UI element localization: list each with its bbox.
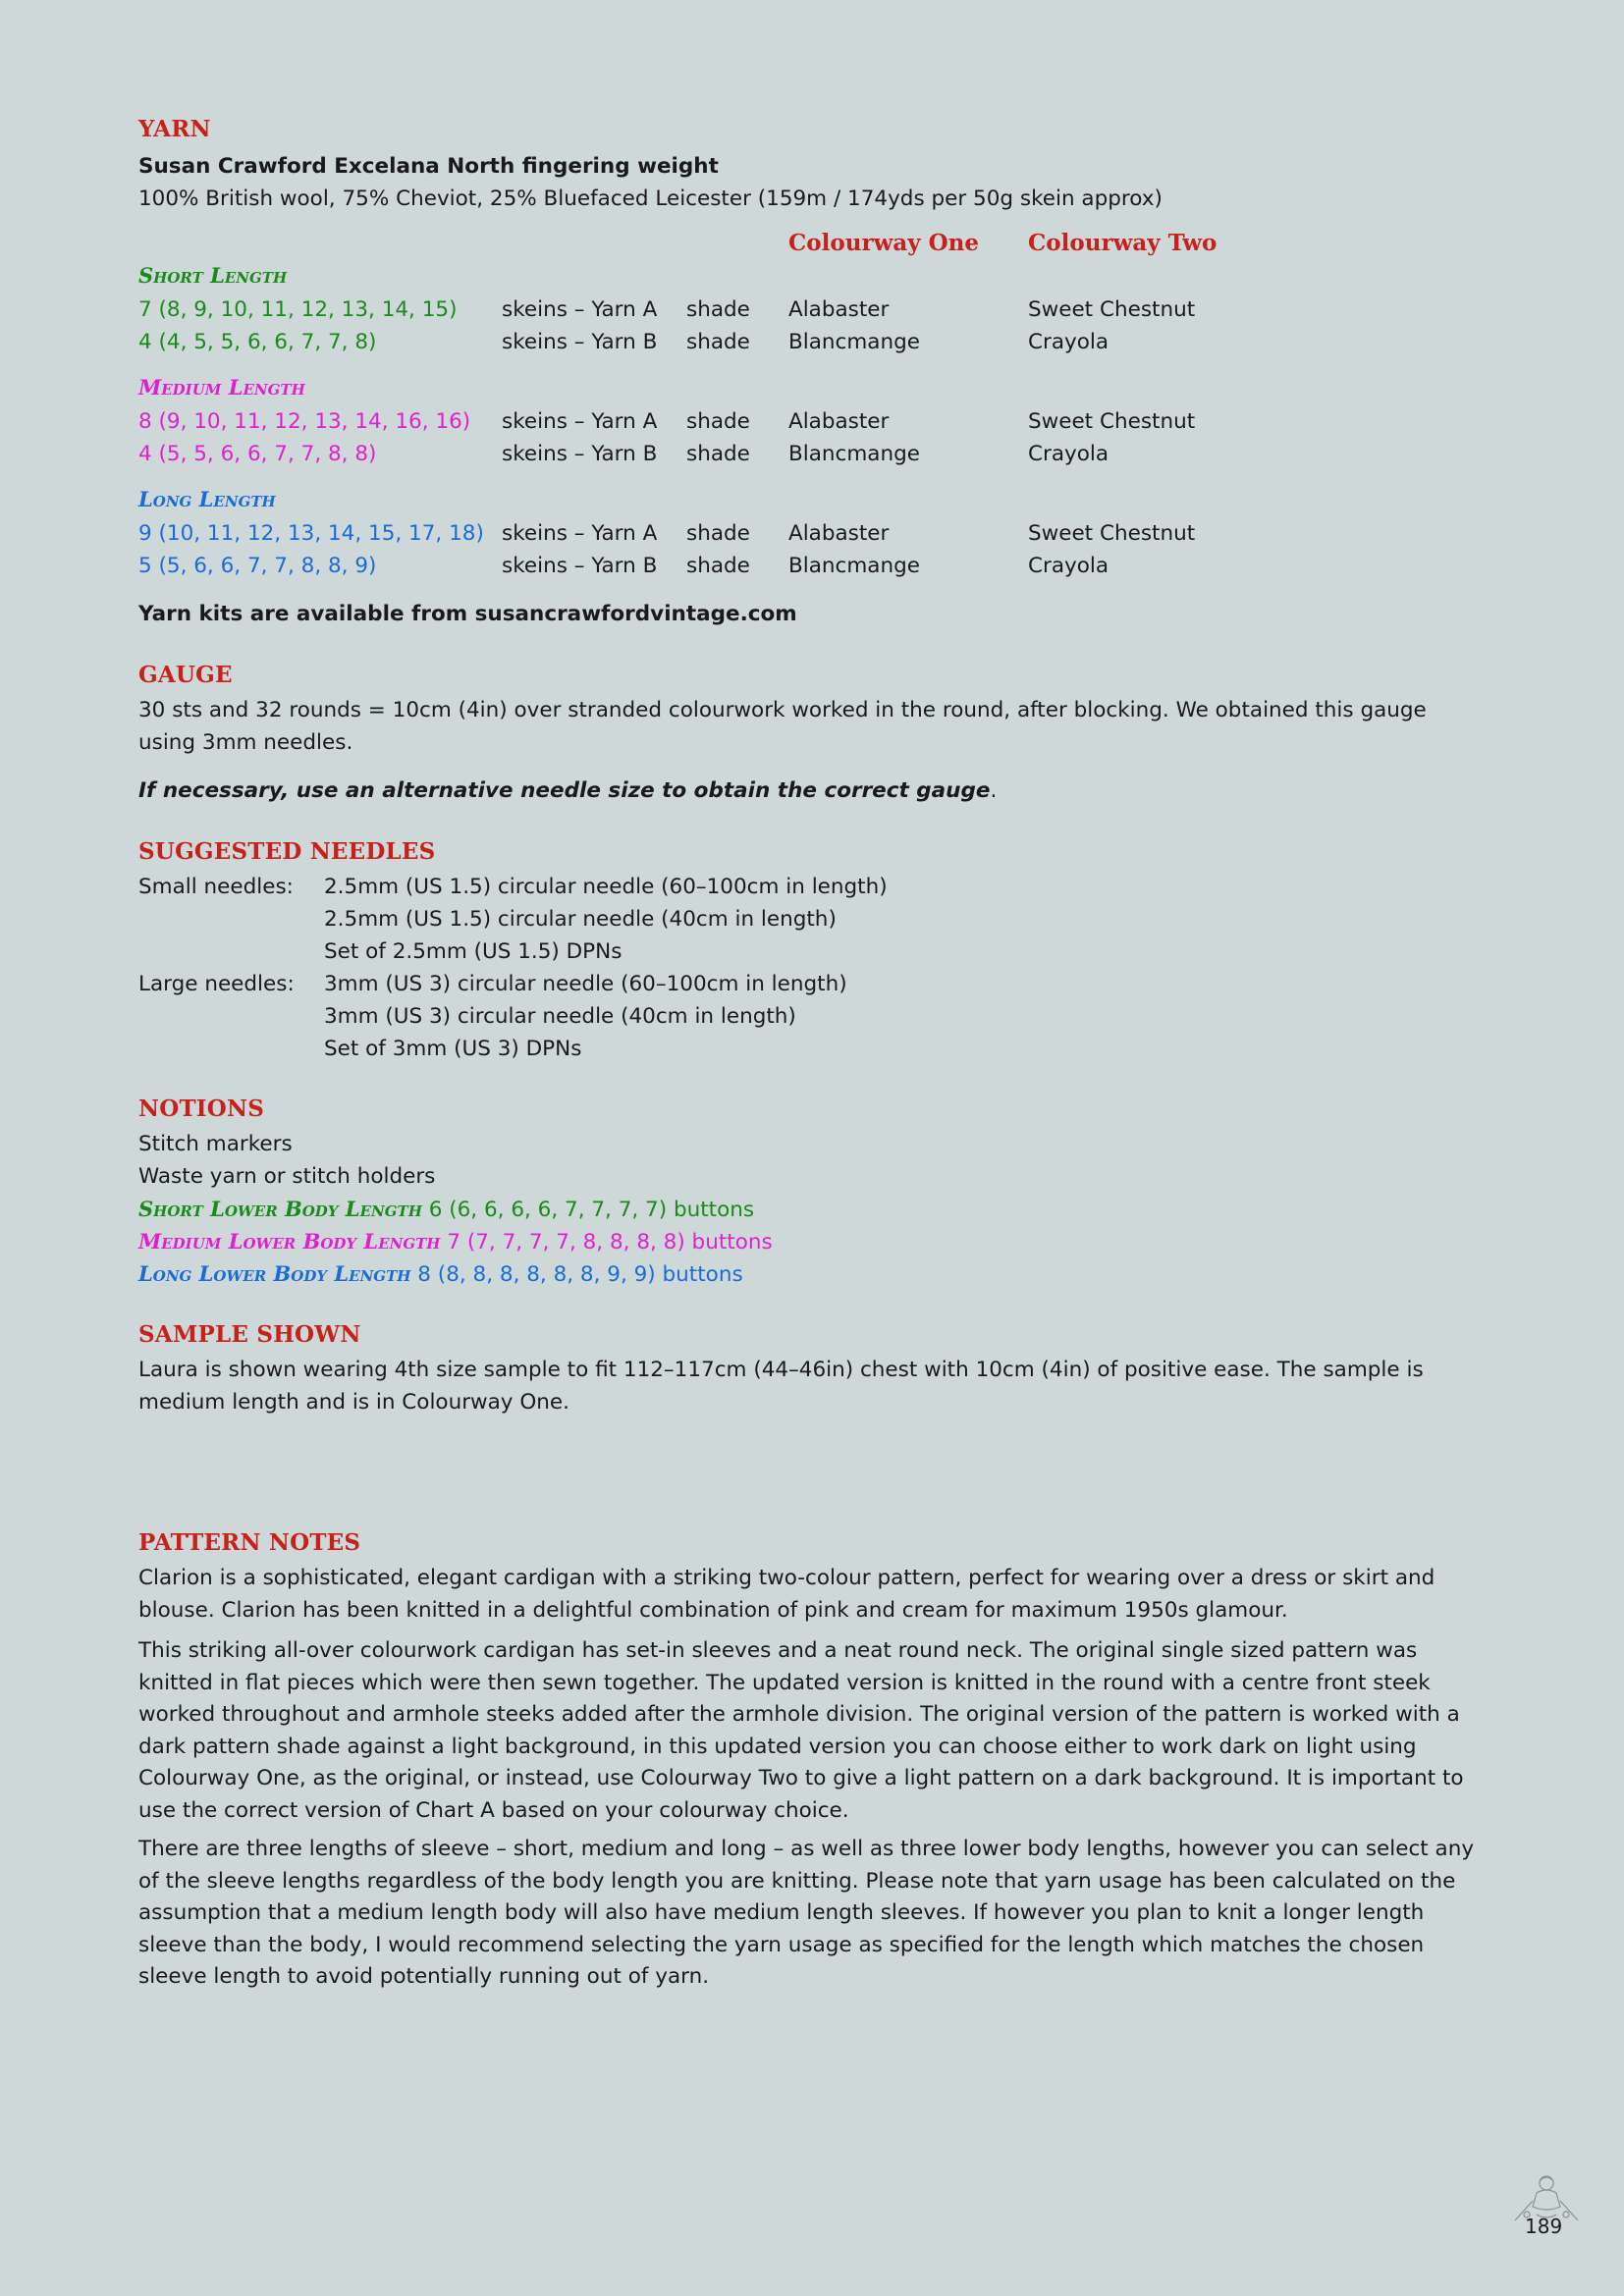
colourway-one-value: Blancmange	[788, 442, 920, 466]
yarn-unit: skeins – Yarn A	[502, 521, 658, 546]
yarn-shade-label: shade	[686, 442, 750, 466]
colourway-two-value: Crayola	[1028, 442, 1110, 466]
page-number: 189	[1525, 2215, 1563, 2238]
gauge-text: 30 sts and 32 rounds = 10cm (4in) over stranded colourwork worked in the round, after blocking. We obtained this gauge using 3mm needles.	[138, 698, 1427, 755]
buttons-long-text: 8 (8, 8, 8, 8, 8, 8, 9, 9) buttons	[417, 1262, 743, 1287]
yarn-unit: skeins – Yarn A	[502, 297, 658, 322]
pattern-notes-heading: PATTERN NOTES	[138, 1529, 361, 1556]
pattern-notes-paragraph: Clarion is a sophisticated, elegant cardigan with a striking two-colour pattern, perfect for wearing over a dress or skirt and blouse. Clarion has been knitted in a delightful combination of pink and cream for maximum 1950s glamour.	[138, 1566, 1435, 1623]
pattern-notes-paragraph: There are three lengths of sleeve – short, medium and long – as well as three lower body lengths, however you can select any of the sleeve lengths regardless of the body length you are knitting. Please note that yarn usage has been calculated on the assumption that a medium length body will also have medium length sleeves. If however you plan to knit a longer length sleeve than the body, I would recommend selecting the yarn usage as specified for the length which matches the chosen sleeve length to avoid potentially running out of yarn.	[138, 1837, 1475, 1989]
colourway-two-value: Crayola	[1028, 330, 1110, 354]
yarn-amount: 4 (4, 5, 5, 6, 6, 7, 7, 8)	[138, 330, 377, 354]
yarn-amount: 5 (5, 6, 6, 7, 7, 8, 8, 9)	[138, 554, 377, 578]
notion-item: Waste yarn or stitch holders	[138, 1164, 436, 1189]
buttons-short-label: Short Lower Body Length	[138, 1197, 422, 1221]
colourway-two-header: Colourway Two	[1028, 230, 1218, 256]
needle-item: Set of 2.5mm (US 1.5) DPNs	[324, 939, 623, 964]
yarn-amount: 7 (8, 9, 10, 11, 12, 13, 14, 15)	[138, 297, 458, 322]
buttons-medium-label: Medium Lower Body Length	[138, 1229, 441, 1254]
yarn-row	[138, 439, 1317, 471]
buttons-long-label: Long Lower Body Length	[138, 1261, 411, 1286]
colourway-one-value: Blancmange	[788, 554, 920, 578]
yarn-fibre: 100% British wool, 75% Cheviot, 25% Bluefaced Leicester (159m / 174yds per 50g skein approx)	[138, 187, 1163, 211]
colourway-two-value: Sweet Chestnut	[1028, 297, 1196, 322]
needle-item: 3mm (US 3) circular needle (40cm in length)	[324, 1004, 796, 1029]
small-needles-label: Small needles:	[138, 875, 294, 899]
buttons-medium	[138, 1226, 773, 1259]
yarn-shade-label: shade	[686, 297, 750, 322]
yarn-row	[138, 327, 1317, 359]
short-length-label: Short Length	[138, 263, 288, 288]
colourway-one-value: Alabaster	[788, 409, 890, 434]
yarn-row	[138, 294, 1317, 327]
colourway-one-value: Alabaster	[788, 297, 890, 322]
yarn-shade-label: shade	[686, 521, 750, 546]
notion-item: Stitch markers	[138, 1132, 293, 1156]
yarn-product: Susan Crawford Excelana North fingering weight	[138, 154, 719, 179]
yarn-kits-note: Yarn kits are available from susancrawfordvintage.com	[138, 602, 797, 626]
colourway-one-header: Colourway One	[788, 230, 980, 256]
notions-heading: NOTIONS	[138, 1095, 265, 1122]
yarn-row	[138, 551, 1317, 583]
sample-text: Laura is shown wearing 4th size sample to fit 112–117cm (44–46in) chest with 10cm (4in) of positive ease. The sample is medium length and is in Colourway One.	[138, 1358, 1424, 1415]
yarn-unit: skeins – Yarn B	[502, 330, 658, 354]
gauge-note-text: If necessary, use an alternative needle size to obtain the correct gauge	[138, 778, 991, 803]
yarn-row	[138, 406, 1317, 439]
yarn-shade-label: shade	[686, 330, 750, 354]
sample-heading: SAMPLE SHOWN	[138, 1321, 361, 1348]
colourway-two-value: Sweet Chestnut	[1028, 409, 1196, 434]
long-length-label: Long Length	[138, 487, 276, 511]
yarn-shade-label: shade	[686, 554, 750, 578]
yarn-amount: 8 (9, 10, 11, 12, 13, 14, 16, 16)	[138, 409, 471, 434]
pattern-notes-paragraph: This striking all-over colourwork cardigan has set-in sleeves and a neat round neck. The original single sized pattern was knitted in flat pieces which were then sewn together. The updated version is knitted in the round with a centre front steek worked throughout and armhole steeks added after the armhole division. The original version of the pattern is worked with a dark pattern shade against a light background, in this updated version you can choose either to work dark on light using Colourway One, as the original, or instead, use Colourway Two to give a light pattern on a dark background. It is important to use the correct version of Chart A based on your colourway choice.	[138, 1638, 1464, 1823]
yarn-amount: 4 (5, 5, 6, 6, 7, 7, 8, 8)	[138, 442, 377, 466]
yarn-unit: skeins – Yarn B	[502, 442, 658, 466]
buttons-short	[138, 1194, 754, 1227]
buttons-short-text: 6 (6, 6, 6, 6, 7, 7, 7, 7) buttons	[428, 1198, 755, 1222]
gauge-note-period: .	[990, 778, 998, 803]
colourway-one-value: Blancmange	[788, 330, 920, 354]
needles-heading: SUGGESTED NEEDLES	[138, 838, 436, 865]
buttons-long	[138, 1258, 743, 1292]
colourway-two-value: Crayola	[1028, 554, 1110, 578]
yarn-unit: skeins – Yarn A	[502, 409, 658, 434]
needle-item: 2.5mm (US 1.5) circular needle (60–100cm in length)	[324, 875, 888, 899]
needle-item: 2.5mm (US 1.5) circular needle (40cm in length)	[324, 907, 837, 932]
buttons-medium-text: 7 (7, 7, 7, 7, 8, 8, 8, 8) buttons	[447, 1230, 773, 1255]
needle-item: Set of 3mm (US 3) DPNs	[324, 1037, 582, 1061]
yarn-unit: skeins – Yarn B	[502, 554, 658, 578]
yarn-row	[138, 518, 1317, 551]
needle-item: 3mm (US 3) circular needle (60–100cm in length)	[324, 972, 847, 996]
yarn-amount: 9 (10, 11, 12, 13, 14, 15, 17, 18)	[138, 521, 484, 546]
colourway-two-value: Sweet Chestnut	[1028, 521, 1196, 546]
medium-length-label: Medium Length	[138, 375, 305, 400]
large-needles-label: Large needles:	[138, 972, 295, 996]
yarn-shade-label: shade	[686, 409, 750, 434]
colourway-one-value: Alabaster	[788, 521, 890, 546]
gauge-note	[138, 775, 997, 808]
yarn-heading: YARN	[138, 116, 211, 142]
gauge-heading: GAUGE	[138, 662, 233, 688]
